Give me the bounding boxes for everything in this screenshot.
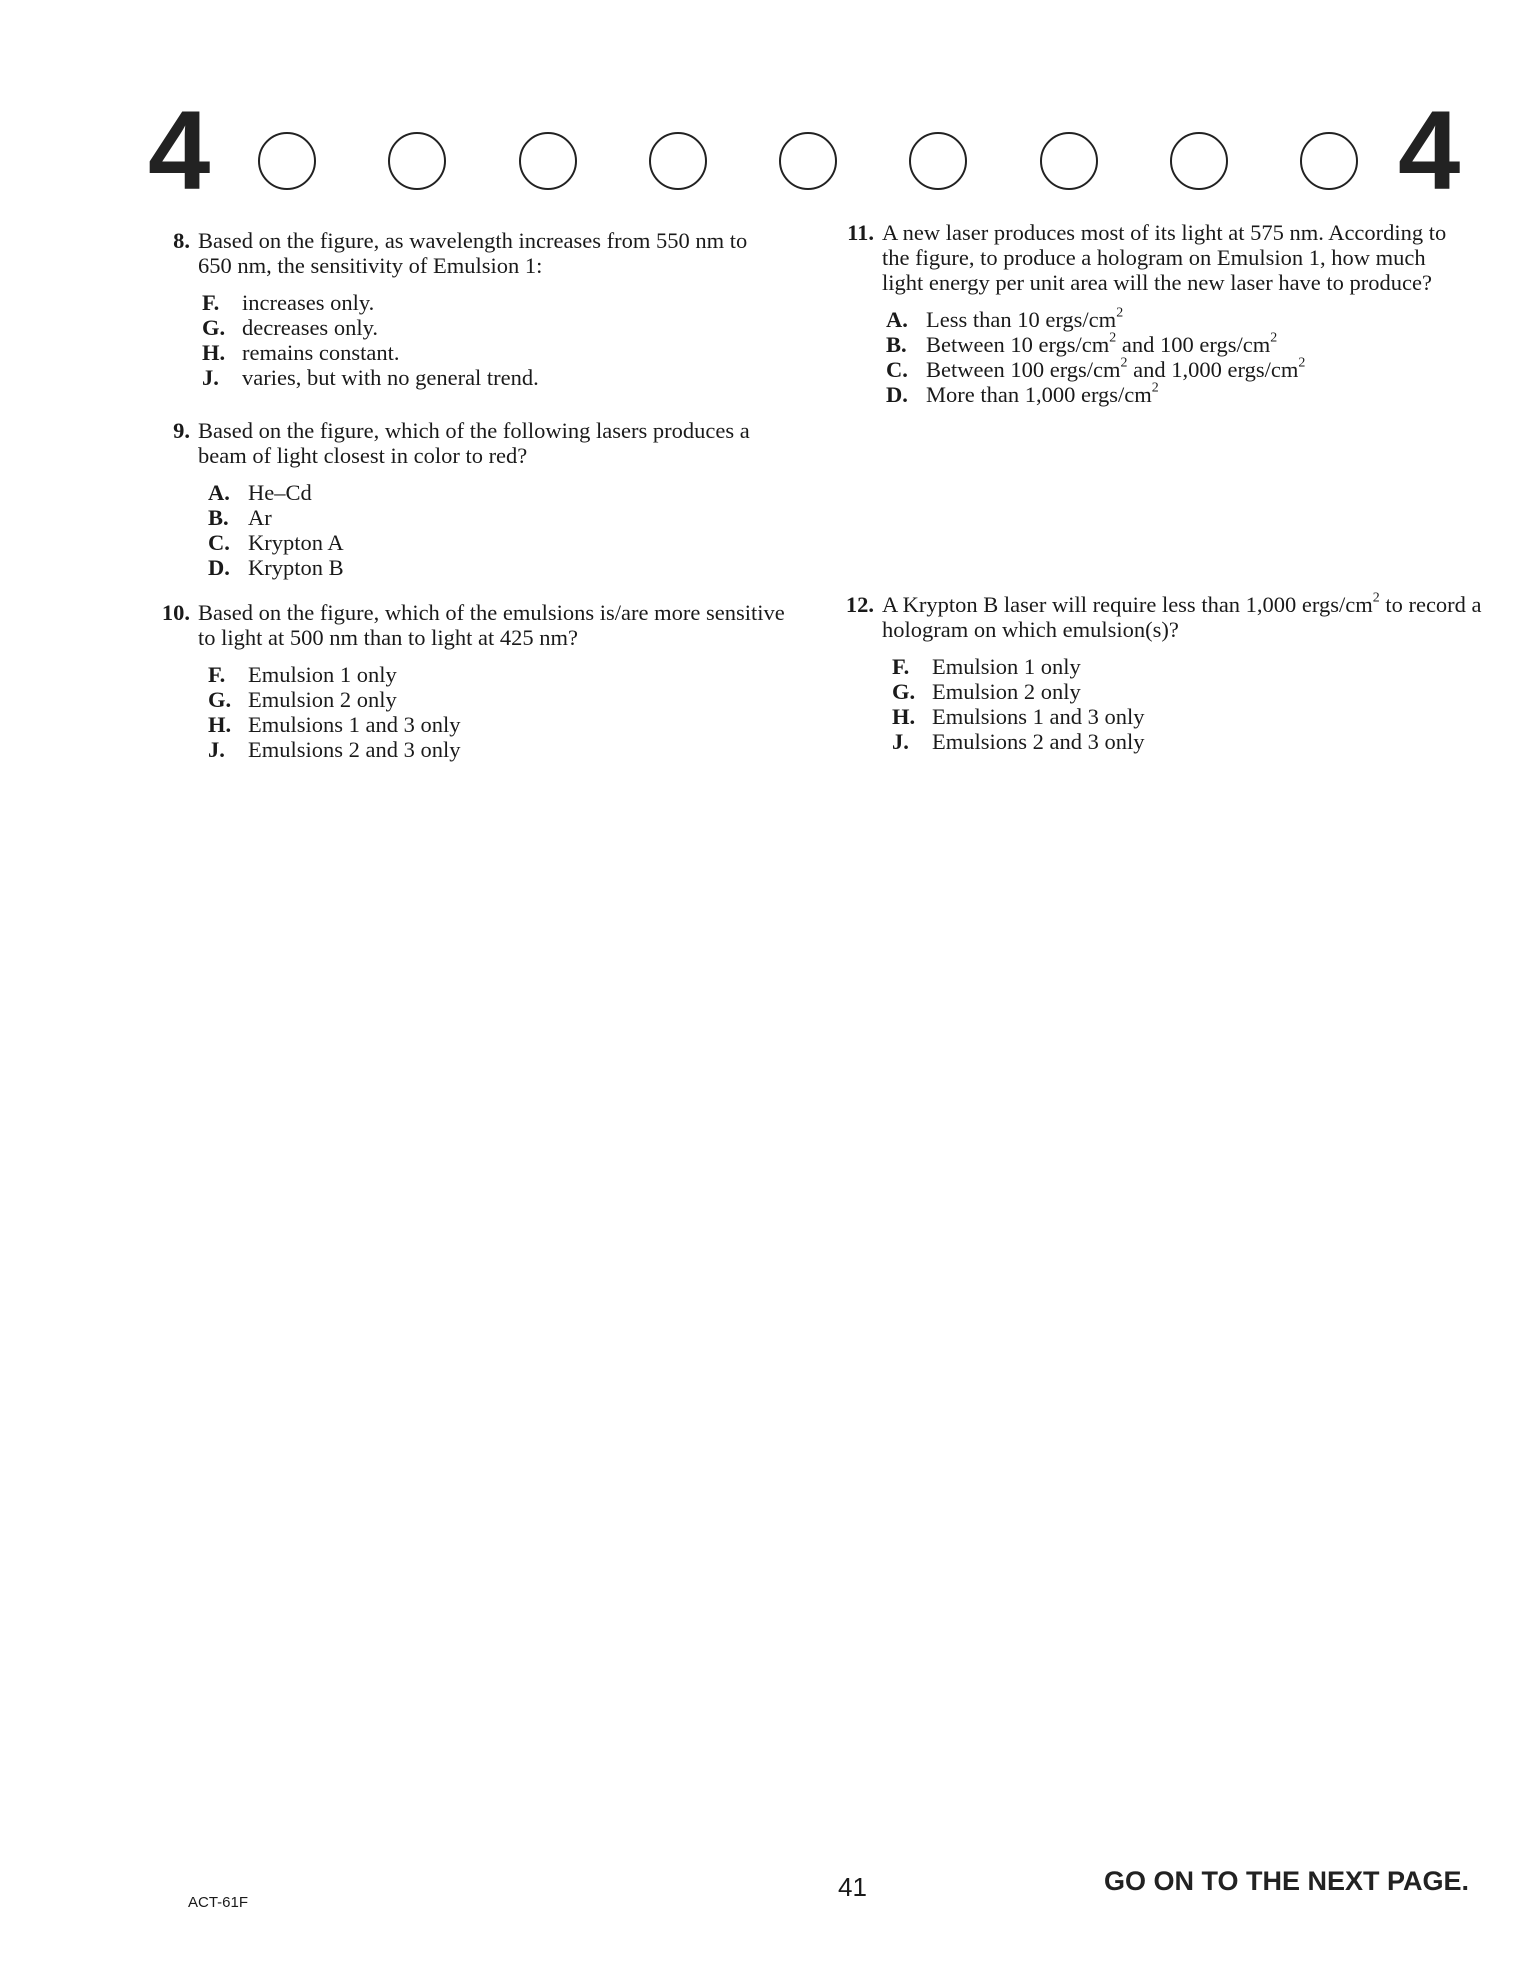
answer-option-h[interactable] bbox=[208, 712, 792, 737]
option-letter: C. bbox=[886, 357, 908, 382]
question-number: 10. bbox=[161, 600, 190, 625]
option-text: decreases only. bbox=[242, 315, 378, 340]
answer-option-c[interactable] bbox=[208, 530, 786, 555]
option-letter: F. bbox=[892, 654, 910, 679]
next-page-instruction: GO ON TO THE NEXT PAGE. bbox=[1104, 1866, 1470, 1896]
option-letter: J. bbox=[202, 365, 219, 390]
option-letter: B. bbox=[886, 332, 907, 357]
option-text: Ar bbox=[248, 505, 272, 530]
option-text: Emulsions 2 and 3 only bbox=[932, 729, 1145, 754]
header-circle bbox=[388, 132, 446, 190]
option-text: He–Cd bbox=[248, 480, 312, 505]
section-number-right: 4 bbox=[1398, 88, 1461, 213]
option-letter: J. bbox=[892, 729, 909, 754]
header-circle bbox=[779, 132, 837, 190]
header-circle bbox=[1170, 132, 1228, 190]
header-circle bbox=[258, 132, 316, 190]
option-text: Emulsions 2 and 3 only bbox=[248, 737, 461, 762]
question-10 bbox=[152, 600, 792, 762]
option-letter: F. bbox=[202, 290, 220, 315]
answer-option-f[interactable] bbox=[892, 654, 1486, 679]
question-8 bbox=[152, 228, 786, 390]
question-9 bbox=[152, 418, 786, 580]
answer-option-h[interactable] bbox=[892, 704, 1486, 729]
question-stem: Based on the figure, as wavelength increases from 550 nm to 650 nm, the sensitivity of Emulsion 1: bbox=[198, 228, 748, 278]
section-number-left: 4 bbox=[148, 88, 211, 213]
answer-option-g[interactable] bbox=[202, 315, 786, 340]
question-number: 9. bbox=[173, 418, 190, 443]
answer-option-g[interactable] bbox=[208, 687, 792, 712]
answer-option-j[interactable] bbox=[202, 365, 786, 390]
answer-option-a[interactable] bbox=[886, 307, 1470, 332]
question-12 bbox=[836, 592, 1486, 754]
option-text: remains constant. bbox=[242, 340, 400, 365]
option-text: Krypton B bbox=[248, 555, 344, 580]
question-stem: A Krypton B laser will require less than 1,000 ergs/$cm^2$ to record a hologram on which emulsion(s)? bbox=[882, 590, 1482, 642]
option-letter: G. bbox=[202, 315, 226, 340]
question-stem: Based on the figure, which of the emulsions is/are more sensitive to light at 500 nm than to light at 425 nm? bbox=[198, 600, 785, 650]
option-text: Emulsion 1 only bbox=[248, 662, 397, 687]
option-text: Emulsion 2 only bbox=[248, 687, 397, 712]
option-text: Less than 10 ergs/$cm^2$ bbox=[926, 305, 1124, 332]
form-code: ACT-61F bbox=[188, 1894, 249, 1911]
option-letter: G. bbox=[892, 679, 916, 704]
option-letter: D. bbox=[886, 382, 908, 407]
answer-option-d[interactable] bbox=[208, 555, 786, 580]
header-circle bbox=[1040, 132, 1098, 190]
option-letter: D. bbox=[208, 555, 230, 580]
question-number: 8. bbox=[173, 228, 190, 253]
header-circle-row bbox=[258, 132, 1358, 190]
page-number: 41 bbox=[838, 1872, 867, 1902]
option-letter: H. bbox=[208, 712, 232, 737]
header-circle bbox=[1300, 132, 1358, 190]
answer-option-j[interactable] bbox=[208, 737, 792, 762]
header-circle bbox=[519, 132, 577, 190]
option-text: Krypton A bbox=[248, 530, 344, 555]
option-letter: A. bbox=[208, 480, 230, 505]
answer-option-d[interactable] bbox=[886, 382, 1470, 407]
answer-option-j[interactable] bbox=[892, 729, 1486, 754]
question-number: 11. bbox=[847, 220, 874, 245]
option-text: Emulsion 2 only bbox=[932, 679, 1081, 704]
option-letter: J. bbox=[208, 737, 225, 762]
answer-option-g[interactable] bbox=[892, 679, 1486, 704]
answer-option-h[interactable] bbox=[202, 340, 786, 365]
header-circle bbox=[909, 132, 967, 190]
header-circle bbox=[649, 132, 707, 190]
question-number: 12. bbox=[845, 592, 874, 617]
option-text: increases only. bbox=[242, 290, 375, 315]
option-text: Emulsions 1 and 3 only bbox=[932, 704, 1145, 729]
answer-option-b[interactable] bbox=[208, 505, 786, 530]
option-letter: H. bbox=[202, 340, 226, 365]
option-text: Between 100 ergs/$cm^2$ and 1,000 ergs/$cm^2$ bbox=[926, 355, 1306, 382]
option-text: varies, but with no general trend. bbox=[242, 365, 539, 390]
question-stem: Based on the figure, which of the following lasers produces a beam of light closest in color to red? bbox=[198, 418, 750, 468]
question-11 bbox=[836, 220, 1470, 407]
option-text: More than 1,000 ergs/$cm^2$ bbox=[926, 380, 1159, 407]
option-letter: G. bbox=[208, 687, 232, 712]
option-letter: H. bbox=[892, 704, 916, 729]
answer-option-c[interactable] bbox=[886, 357, 1470, 382]
option-letter: F. bbox=[208, 662, 226, 687]
option-text: Emulsion 1 only bbox=[932, 654, 1081, 679]
question-stem: A new laser produces most of its light at 575 nm. According to the figure, to produce a hologram on Emulsion 1, how much light energy per unit area will the new laser have to produce? bbox=[882, 220, 1447, 295]
option-letter: A. bbox=[886, 307, 908, 332]
answer-option-b[interactable] bbox=[886, 332, 1470, 357]
option-text: Between 10 ergs/$cm^2$ and 100 ergs/$cm^2$ bbox=[926, 330, 1278, 357]
option-letter: C. bbox=[208, 530, 230, 555]
answer-option-f[interactable] bbox=[208, 662, 792, 687]
answer-option-a[interactable] bbox=[208, 480, 786, 505]
answer-option-f[interactable] bbox=[202, 290, 786, 315]
option-letter: B. bbox=[208, 505, 229, 530]
option-text: Emulsions 1 and 3 only bbox=[248, 712, 461, 737]
